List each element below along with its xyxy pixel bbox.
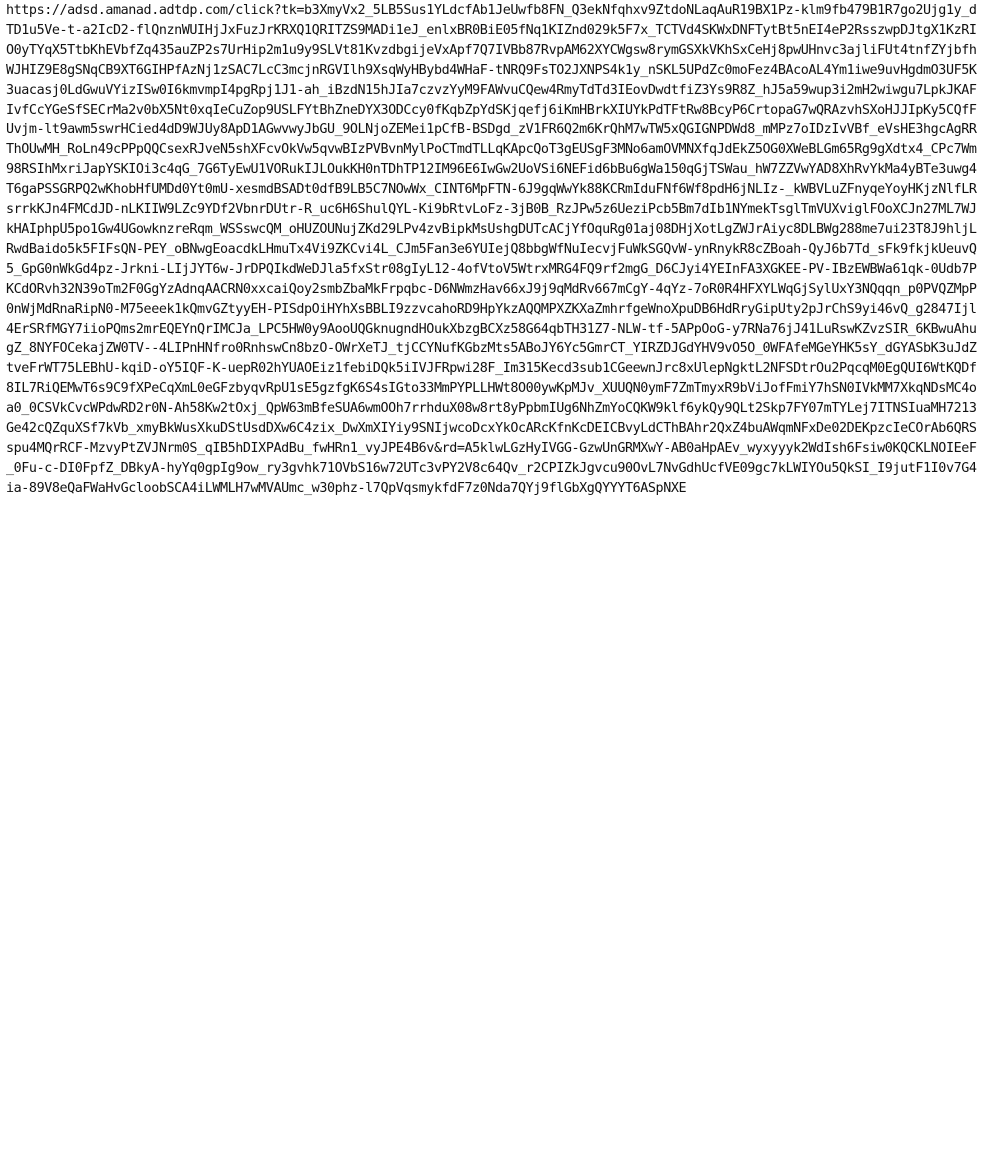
raw-url-text: https://adsd.amanad.adtdp.com/click?tk=b3XmyVx2_5LB5Sus1YLdcfAb1JeUwfb8FN_Q3ekNfqhxv9ZtdoNLaqAuR19BX1Pz-klm9fb479B1R7go2Ujg1y_dTD1u5Ve-t-a2IcD2-flQnznWUIHjJxFuzJrKRXQ1QRITZS9MADi1eJ_enlxBR0BiE05fNq1KIZnd029k5F7x_TCTVd4SKWxDNFTytBt5nEI4eP2RsszwpDJtgX1KzRIO0yTYqX5TtbKhEVbfZq435auZP2s7UrHip2m1u9y9SLVt81KvzdbgijeVxApf7Q7IVBb87RvpAM62XYCWgsw8rymGSXkVKhSxCeHj8pwUHnvc3ajliFUt4tnfZYjbfhWJHIZ9E8gSNqCB9XT6GIHPfAzNj1zSAC7LcC3mcjnRGVIlh9XsqWyHBybd4WHaF-tNRQ9FsTO2JXNPS4k1y_nSKL5UPdZc0moFez4BAcoAL4Ym1iwe9uvHgdmO3UF5K3uacasj0LdGwuVYizISw0I6kmvmpI4pgRpj1J1-ah_iBzdN15hJIa7czvzYyM9FAWvuCQew4RmyTdTd3IEovDwdtfiZ3Ys9R8Z_hJ5a59wup3i2mH2wiwgu7LpkJKAFIvfCcYGeSfSECrMa2v0bX5Nt0xqIeCuZop9USLFYtBhZneDYX3ODCcy0fKqbZpYdSKjqefj6iKmHBrkXIUYkPdTFtRw8BcyP6CrtopaG7wQRAzvhSXoHJJIpKy5CQfFUvjm-lt9awm5swrHCied4dD9WJUy8ApD1AGwvwyJbGU_9OLNjoZEMei1pCfB-BSDgd_zV1FR6Q2m6KrQhM7wTW5xQGIGNPDWd8_mMPz7oIDzIvVBf_eVsHE3hgcAgRRThOUwMH_RoLn49cPPpQQCsexRJveN5shXFcvOkVw5qvwBIzPVBvnMylPoCTmdTLLqKApcQoT3gEUSgF3MNo6amOVMNXfqJdEkZ5OG0XWeBLGm65Rg9gXdtx4_CPc7Wm98RSIhMxriJapYSKIOi3c4qG_7G6TyEwU1VORukIJLOukKH0nTDhTP12IM96E6IwGw2UoVSi6NEFid6bBu6gWa150qGjTSWau_hW7ZZVwYAD8XhRvYkMa4yBTe3uwg4T6gaPSSGRPQ2wKhobHfUMDd0Yt0mU-xesmdBSADt0dfB9LB5C7NOwWx_CINT6MpFTN-6J9gqWwYk88KCRmIduFNf6Wf8pdH6jNLIz-_kWBVLuZFnyqeYoyHKjzNlfLRsrrkKJn4FMCdJD-nLKIIW9LZc9YDf2VbnrDUtr-R_uc6H6ShulQYL-Ki9bRtvLoFz-3jB0B_RzJPw5z6UeziPcb5Bm7dIb1NYmekTsglTmVUXviglFOoXCJn27ML7WJkHAIphpU5po1Gw4UGowknzreRqm_WSSswcQM_oHUZOUNujZKd29LPv4zvBipkMsUshgDUTcACjYfOquRg01aj08DHjXotLgZWJrAiyc8DLBWg288me7ui23T8J9hljLRwdBaido5k5FIFsQN-PEY_oBNwgEoacdkLHmuTx4Vi9ZKCvi4L_CJm5Fan3e6YUIejQ8bbgWfNuIecvjFuWkSGQvW-ynRnykR8cZBoah-QyJ6b7Td_sFk9fkjkUeuvQ5_GpG0nWkGd4pz-Jrkni-LIjJYT6w-JrDPQIkdWeDJla5fxStr08gIyL12-4ofVtoV5WtrxMRG4FQ9rf2mgG_D6CJyi4YEInFA3XGKEE-PV-IBzEWBWa61qk-0Udb7PKCdORvh32N39oTm2F0GgYzAdnqAACRN0xxcaiQoy2smbZbaMkFrpqbc-D6NWmzHav66xJ9j9qMdRv667mCgY-4qYz-7oR0R4HFXYLWqGjSylUxY3NQqqn_p0PVQZMpP0nWjMdRnaRipN0-M75eeek1kQmvGZtyyEH-PISdpOiHYhXsBBLI9zzvcahoRD9HpYkzAQQMPXZKXaZmhrfgeWnoXpuDB6HdRryGipUty2pJrChS9yi46vQ_g2847Ijl4ErSRfMGY7iioPQms2mrEQEYnQrIMCJa_LPC5HW0y9AooUQGknugndHOukXbzgBCXz58G64qbTH31Z7-NLW-tf-5APpOoG-y7RNa76jJ41LuRswKZvzSIR_6KBwuAhugZ_8NYFOCekajZW0TV--4LIPnHNfro0RnhswCn8bzO-OWrXeTJ_tjCCYNufKGbzMts5ABoJY6Yc5GmrCT_YIRZDJGdYHV9vO5O_0WFAfeMGeYHK5sY_dGYASbK3uJdZtveFrWT75LEBhU-kqiD-oY5IQF-K-uepR02hYUAOEiz1febiDQk5iIVJFRpwi28F_Im315Kecd3sub1CGeewnJrc8xUlepNgktL2NFSDtrOu2PqcqM0EgQUI6WtKQDf8IL7RiQEMwT6s9C9fXPeCqXmL0eGFzbyqvRpU1sE5gzfgK6S4sIGto33MmPYPLLHWt8O00ywKpMJv_XUUQN0ymF7ZmTmyxR9bViJofFmiY7hSN0IVkMM7XkqNDsMC4oa0_0CSVkCvcWPdwRD2r0N-Ah58Kw2tOxj_QpW63mBfeSUA6wmOOh7rrhduX08w8rt8yPpbmIUg6NhZmYoCQKW9klf6ykQy9QLt2Skp7FY07mTYLej7ITNSIuaMH7213Ge42cQZquXSf7kVb_xmyBkWusXkuDStUsdDXw6C4zix_DwXmXIYiy9SNIjwcoDcxYkOcARcKfnKcDEICBvyLdCThBAhr2QxZ4buAWqmNFxDe02DEKpzcIeCOrAb6QRSspu4MQrRCF-MzvyPtZVJNrm0S_qIB5hDIXPAdBu_fwHRn1_vyJPE4B6v&rd=A5klwLGzHyIVGG-GzwUnGRMXwY-AB0aHpAEv_wyxyyyk2WdIsh6Fsiw0KQCKLNOIEeF_0Fu-c-DI0FpfZ_DBkyA-hyYq0gpIg9ow_ry3gvhk71OVbS16w72UTc3vPY2V8c64Qv_r2CPIZkJgvcu90OvL7NvGdhUcfVE09gc7kLWIYOu5QkSI_I9jutF1I0v7G4ia-89V8eQaFWaHvGcloobSCA4iLWMLH7wMVAUmc_w30phz-l7QpVqsmykfdF7z0Nda7QYj9flGbXgQYYYT6ASpNXE [6, 3, 977, 496]
